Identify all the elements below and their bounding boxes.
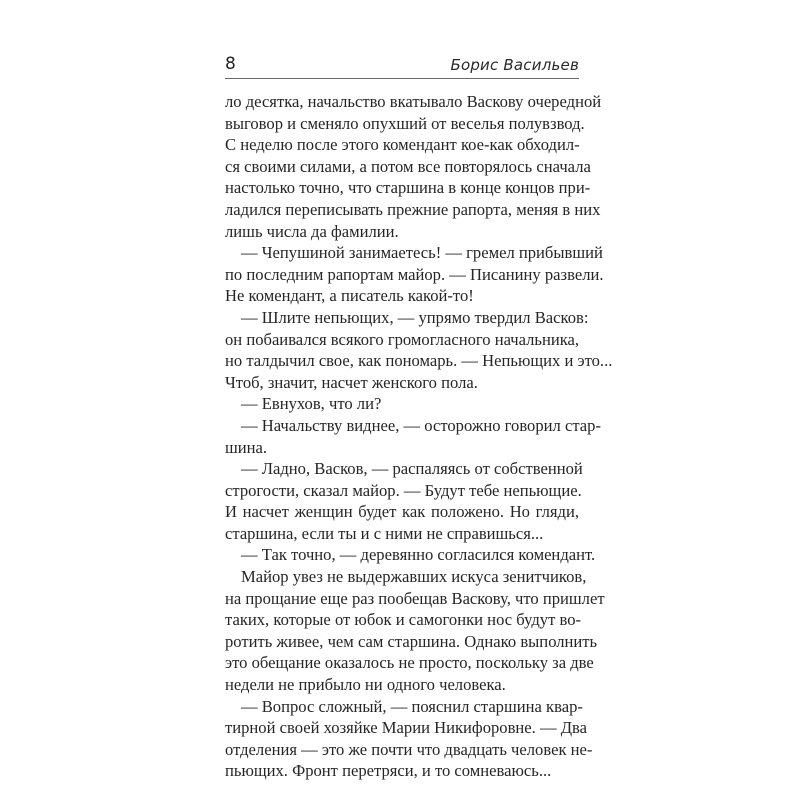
- text-line: — Шлите непьющих, — упрямо твердил Васков:: [241, 307, 589, 327]
- text-line: лишь числа да фамилии.: [225, 221, 399, 241]
- text-line: Майор увез не выдержавших искуса зенитчиков,: [241, 567, 587, 587]
- text-line: он побаивался всякого громогласного начальника,: [225, 329, 580, 349]
- text-line: — Ладно, Васков, — распаляясь от собственной: [241, 459, 583, 479]
- text-line: — Евнухов, что ли?: [241, 394, 382, 414]
- text-line: это обещание оказалось не просто, поскольку за две: [225, 653, 594, 673]
- text-line: ладился переписывать прежние рапорта, меняя в них: [225, 199, 601, 219]
- text-line: И насчет женщин будет как положено. Но гляди,: [225, 502, 579, 522]
- text-line: — Чепушиной занимаетесь! — гремел прибывший: [241, 243, 603, 263]
- text-line: таких, которые от юбок и самогонки нос будут во-: [225, 610, 582, 630]
- text-line: Не комендант, а писатель какой-то!: [225, 286, 474, 306]
- page-header: [225, 52, 579, 79]
- body-text: [225, 91, 613, 782]
- text-line: но талдычил свое, как пономарь. — Непьющих и это...: [225, 351, 613, 371]
- running-head-author: Борис Васильев: [450, 56, 579, 74]
- text-line: ло десятка, начальство вкатывало Васкову очередной: [225, 92, 602, 111]
- text-line: Чтоб, значит, насчет женского пола.: [225, 372, 478, 392]
- text-line: — Начальству виднее, — осторожно говорил стар-: [241, 415, 601, 435]
- text-line: на прощание еще раз пообещав Васкову, что пришлет: [225, 588, 605, 608]
- text-line: тирной своей хозяйке Марии Никифоровне. — Два: [225, 718, 587, 738]
- text-line: шина.: [225, 437, 268, 457]
- text-line: строгости, сказал майор. — Будут тебе непьющие.: [225, 480, 582, 500]
- text-line: — Вопрос сложный, — пояснил старшина квар-: [241, 696, 583, 716]
- text-line: старшина, если ты и с ними не справишься...: [225, 523, 544, 543]
- text-line: настолько точно, что старшина в конце концов при-: [225, 178, 591, 198]
- text-line: — Так точно, — деревянно согласился комендант.: [241, 545, 596, 565]
- text-line: недели не прибыло ни одного человека.: [225, 675, 506, 695]
- text-line: выговор и сменяло опухший от веселья полувзвод.: [225, 113, 585, 133]
- text-line: отделения — это же почти что двадцать человек не-: [225, 739, 593, 759]
- text-line: С неделю после этого комендант кое-как обходил-: [225, 135, 580, 155]
- book-page: [225, 52, 613, 782]
- text-line: ся своими силами, а потом все повторялось сначала: [225, 156, 591, 176]
- text-line: по последним рапортам майор. — Писанину развели.: [225, 264, 604, 284]
- page-number: 8: [225, 54, 236, 74]
- text-line: ротить живее, чем сам старшина. Однако выполнить: [225, 631, 598, 651]
- text-line: пьющих. Фронт перетряси, и то сомневаюсь...: [225, 761, 552, 781]
